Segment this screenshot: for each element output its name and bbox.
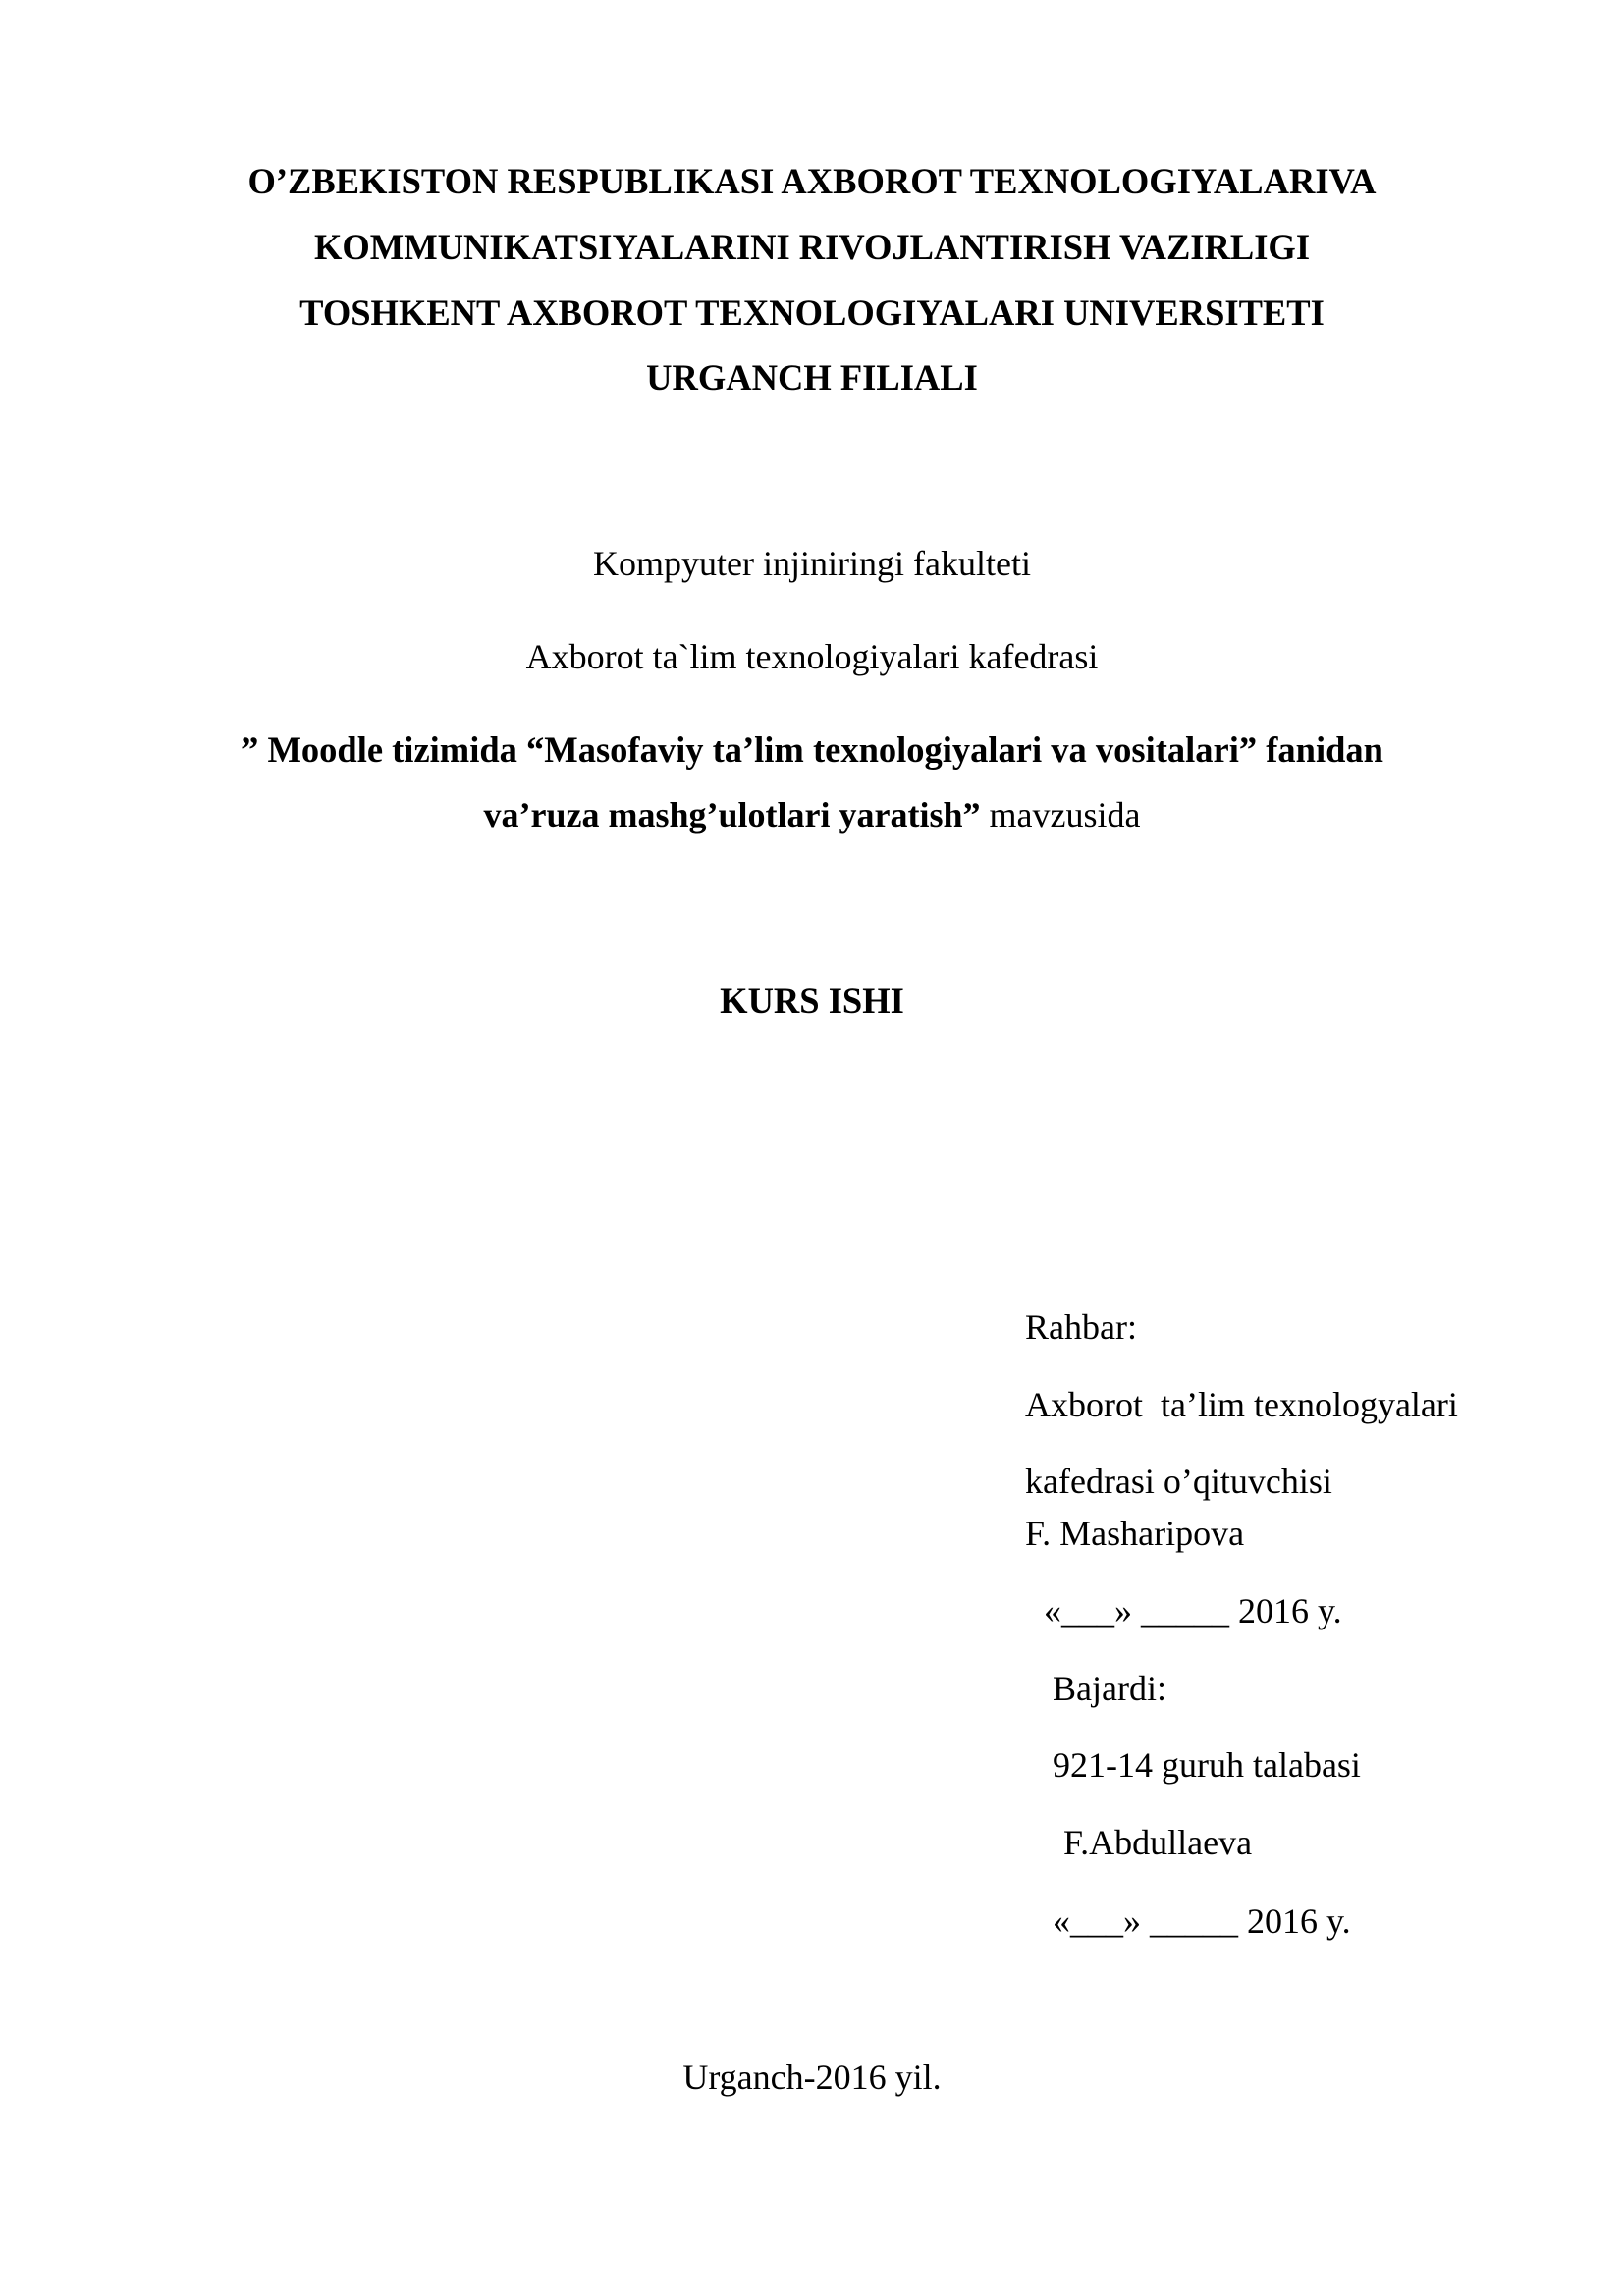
header-line-ministry-1: O’ZBEKISTON RESPUBLIKASI AXBOROT TEXNOLOGIYALARIVA xyxy=(247,161,1377,201)
topic-line-2-suffix: mavzusida xyxy=(980,795,1141,834)
supervisor-name: F. Masharipova xyxy=(1025,1514,1245,1553)
document-type: KURS ISHI xyxy=(720,981,904,1021)
topic-line-2-bold: va’ruza mashg’ulotlari yaratish” xyxy=(483,795,981,834)
department-name: Axborot ta`lim texnologiyalari kafedrasi xyxy=(525,637,1099,676)
supervisor-date: «___» _____ 2016 y. xyxy=(1044,1591,1342,1630)
faculty-name: Kompyuter injiniringi fakulteti xyxy=(593,544,1031,583)
supervisor-label: Rahbar: xyxy=(1025,1308,1137,1347)
student-label: Bajardi: xyxy=(1053,1669,1166,1708)
supervisor-position-1: Axborot ta’lim texnologyalari xyxy=(1025,1385,1458,1424)
student-date: «___» _____ 2016 y. xyxy=(1053,1901,1351,1941)
header-line-university: TOSHKENT AXBOROT TEXNOLOGIYALARI UNIVERSITETI xyxy=(299,293,1325,333)
student-group: 921-14 guruh talabasi xyxy=(1053,1745,1361,1785)
header-line-ministry-2: KOMMUNIKATSIYALARINI RIVOJLANTIRISH VAZIRLIGI xyxy=(313,227,1311,267)
footer-city-year: Urganch-2016 yil. xyxy=(682,2057,942,2097)
header-line-branch: URGANCH FILIALI xyxy=(646,357,978,398)
topic-line-2 xyxy=(0,797,1624,832)
topic-line-1: ” Moodle tizimida “Masofaviy ta’lim texnologiyalari va vositalari” fanidan xyxy=(241,729,1383,770)
student-name: F.Abdullaeva xyxy=(1063,1823,1253,1862)
supervisor-position-2: kafedrasi o’qituvchisi xyxy=(1025,1462,1332,1501)
